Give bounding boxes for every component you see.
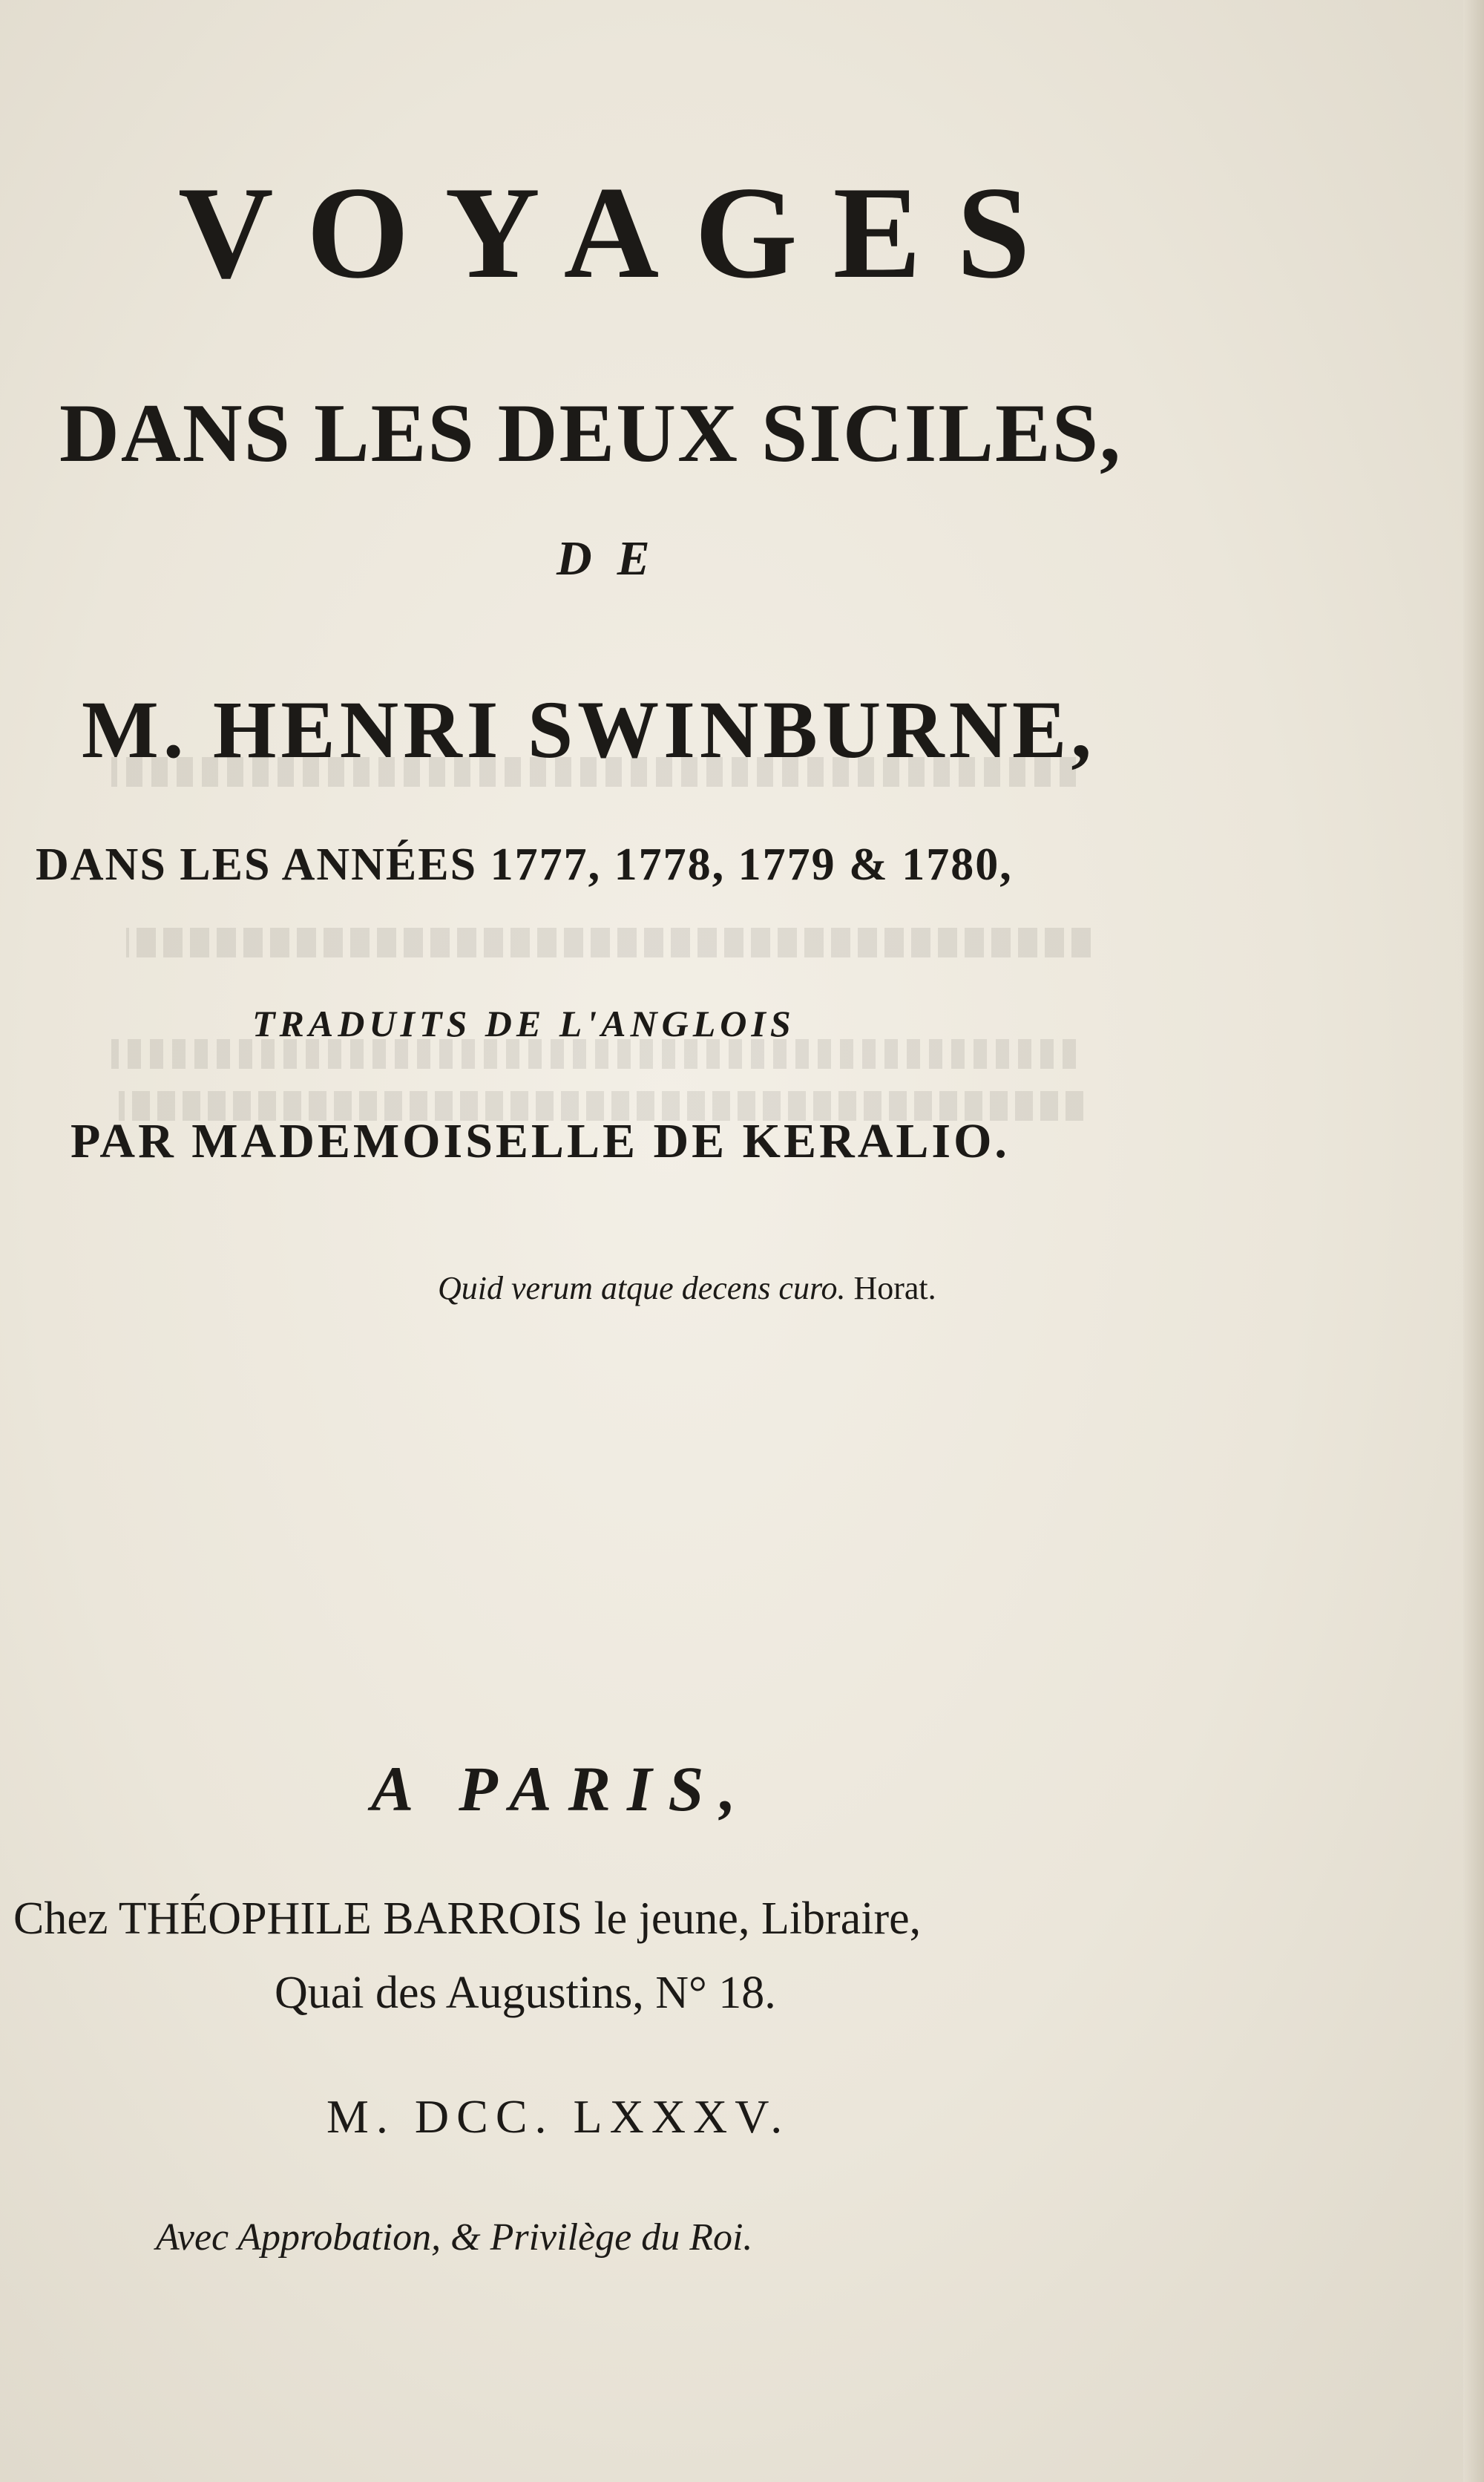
book-title: VOYAGES	[178, 159, 1066, 306]
epigraph-source: Horat.	[853, 1270, 936, 1306]
imprint-date: M. DCC. LXXXV.	[326, 2090, 790, 2143]
years-prefix: DANS LES ANNÉES	[36, 839, 478, 890]
bleed-through-line	[126, 928, 1091, 957]
page-edge	[1463, 0, 1484, 2482]
author-name: M. HENRI SWINBURNE,	[82, 684, 1096, 775]
years-values: 1777, 1778, 1779 & 1780,	[490, 839, 1013, 890]
epigraph	[438, 1269, 936, 1307]
address-line: Quai des Augustins, N° 18.	[275, 1968, 776, 2018]
epigraph-text: Quid verum atque decens curo.	[438, 1270, 846, 1306]
translated-line: TRADUITS DE L'ANGLOIS	[252, 1003, 795, 1044]
by-word: DE	[556, 531, 675, 586]
translator-line: PAR MADEMOISELLE DE KERALIO.	[70, 1114, 1010, 1168]
imprint-place: A PARIS,	[371, 1753, 752, 1824]
privilege-line: Avec Approbation, & Privilège du Roi.	[156, 2216, 753, 2259]
years-line	[36, 839, 1013, 891]
book-subtitle: DANS LES DEUX SICILES,	[59, 387, 1123, 479]
publisher-line: Chez THÉOPHILE BARROIS le jeune, Libraire,	[13, 1893, 922, 1944]
